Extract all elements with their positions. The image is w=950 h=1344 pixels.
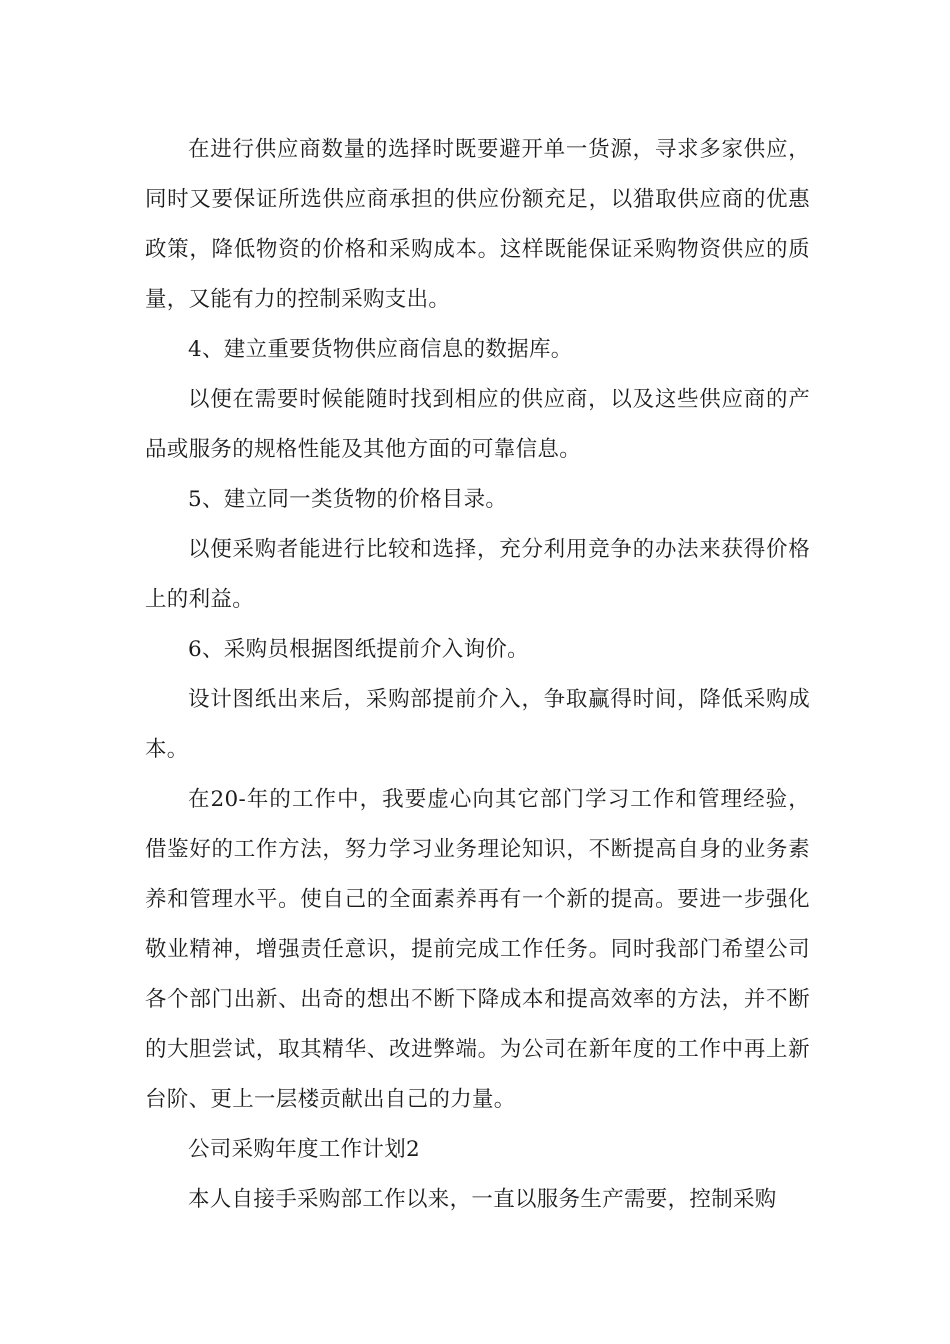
paragraph-supplier-selection: 在进行供应商数量的选择时既要避开单一货源，寻求多家供应，同时又要保证所选供应商承担的供应份额充足，以猎取供应商的优惠政策，降低物资的价格和采购成本。这样既能保证采购物资供应的质量，又能有力的控制采购支出。 — [145, 137, 810, 312]
paragraph-heading-supplier-database: 4、建立重要货物供应商信息的数据库。 — [188, 337, 573, 362]
paragraph-plan-2-intro: 本人自接手采购部工作以来，一直以服务生产需要，控制采购 — [188, 1187, 777, 1212]
document-body — [145, 125, 810, 1225]
paragraph-heading-price-catalog: 5、建立同一类货物的价格目录。 — [188, 487, 508, 512]
paragraph-supplier-database: 以便在需要时候能随时找到相应的供应商，以及这些供应商的产品或服务的规格性能及其他方面的可靠信息。 — [145, 387, 810, 462]
paragraph-early-inquiry: 设计图纸出来后，采购部提前介入，争取赢得时间，降低采购成本。 — [145, 687, 810, 762]
section-title-plan-2: 公司采购年度工作计划2 — [188, 1137, 420, 1162]
paragraph-annual-goals: 在20-年的工作中，我要虚心向其它部门学习工作和管理经验，借鉴好的工作方法，努力学习业务理论知识，不断提高自身的业务素养和管理水平。使自己的全面素养再有一个新的提高。要进一步强化敬业精神，增强责任意识，提前完成工作任务。同时我部门希望公司各个部门出新、出奇的想出不断下降成本和提高效率的方法，并不断的大胆尝试，取其精华、改进弊端。为公司在新年度的工作中再上新台阶、更上一层楼贡献出自己的力量。 — [145, 787, 810, 1112]
paragraph-heading-early-inquiry: 6、采购员根据图纸提前介入询价。 — [188, 637, 529, 662]
paragraph-price-catalog: 以便采购者能进行比较和选择，充分利用竞争的办法来获得价格上的利益。 — [145, 537, 810, 612]
